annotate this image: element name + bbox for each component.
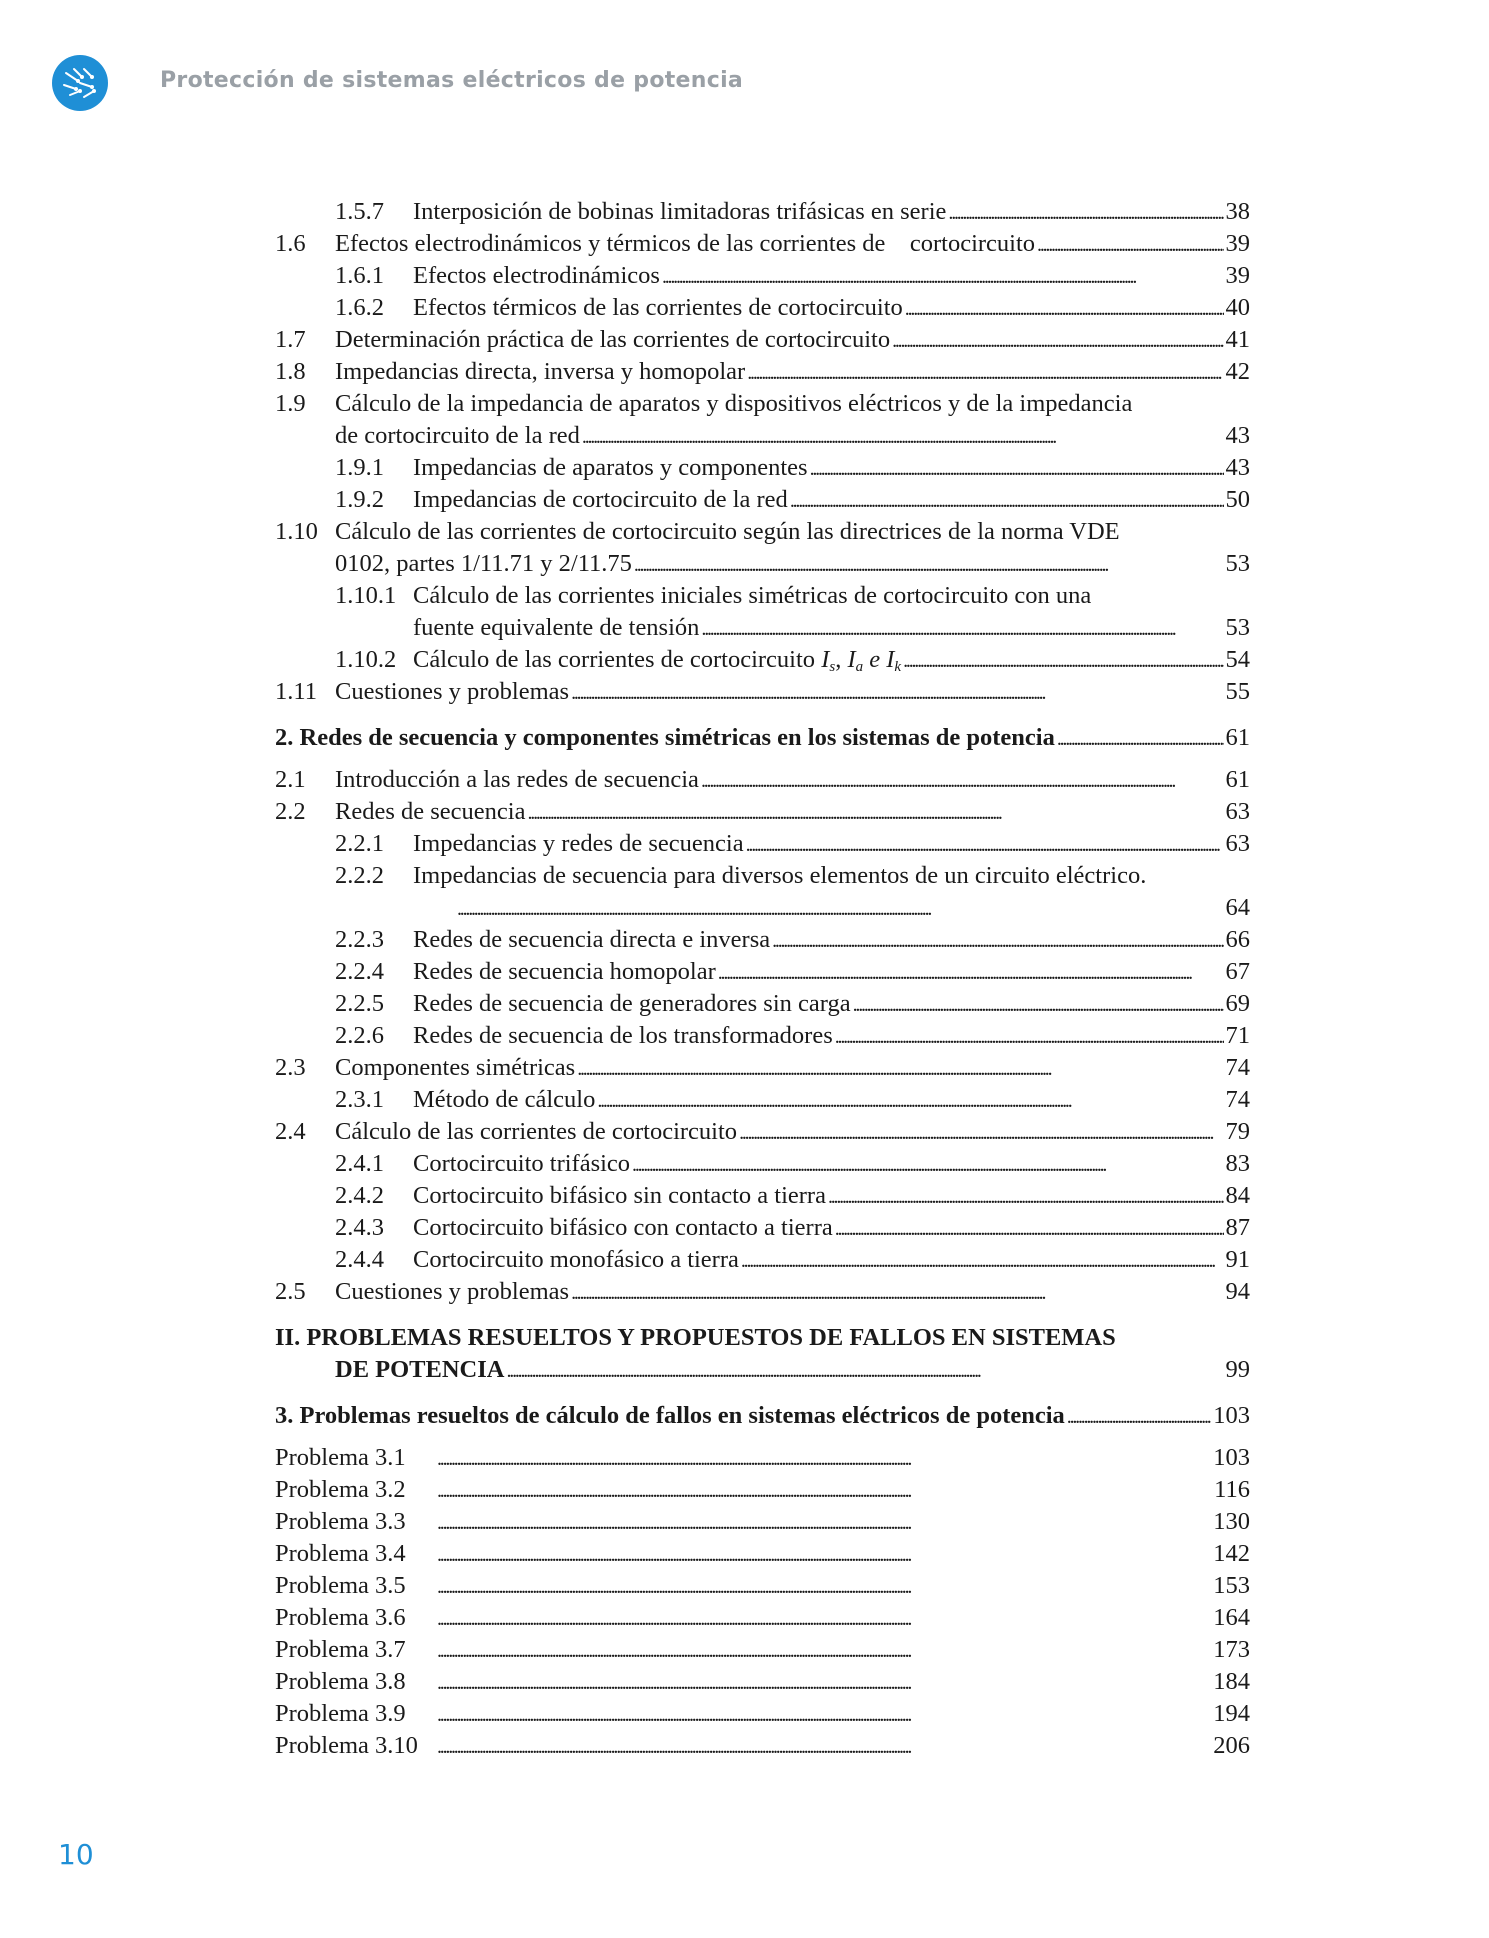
toc-number: 2.4: [275, 1118, 306, 1145]
toc-entry-2-2-4[interactable]: [275, 956, 1250, 988]
toc-title: Cortocircuito monofásico a tierra: [413, 1246, 739, 1273]
toc-title: Redes de secuencia de generadores sin carga: [413, 990, 851, 1017]
dot-leader: [701, 612, 1223, 645]
toc-title: Problema 3.10: [275, 1732, 418, 1759]
toc-entry-1-6-2[interactable]: [275, 292, 1250, 324]
toc-page: 55: [1225, 678, 1250, 705]
toc-entry-1-7[interactable]: [275, 324, 1250, 356]
toc-entry-2-2-6[interactable]: [275, 1020, 1250, 1052]
dot-leader: [701, 764, 1224, 797]
toc-number: 2.2.3: [335, 926, 384, 953]
toc-number: 2.2.5: [335, 990, 384, 1017]
toc-title: Impedancias de secuencia para diversos elementos de un circuito eléctrico.: [413, 862, 1147, 889]
toc-entry-2-2-2[interactable]: [275, 860, 1250, 892]
toc-page: 74: [1225, 1086, 1250, 1113]
dot-leader: [790, 484, 1224, 517]
dot-leader: [1067, 1400, 1211, 1433]
toc-problem-3-4[interactable]: [275, 1538, 1250, 1570]
toc-title: Problema 3.3: [275, 1508, 406, 1535]
toc-title: Interposición de bobinas limitadoras trifásicas en serie: [413, 198, 947, 225]
dot-leader: [577, 1052, 1223, 1085]
toc-chapter-2[interactable]: [275, 722, 1250, 754]
dot-leader: [437, 1666, 1211, 1699]
toc-title: Problema 3.2: [275, 1476, 406, 1503]
toc-title: II. PROBLEMAS RESUELTOS Y PROPUESTOS DE FALLOS EN SISTEMAS: [275, 1324, 1116, 1351]
dot-leader: [747, 356, 1223, 389]
toc-title: Redes de secuencia de los transformadores: [413, 1022, 833, 1049]
toc-chapter-3[interactable]: [275, 1400, 1250, 1432]
toc-page: 91: [1225, 1246, 1250, 1273]
toc-title: Cuestiones y problemas: [335, 1278, 570, 1305]
subscript: s: [829, 659, 836, 675]
toc-entry-2-2-5[interactable]: [275, 988, 1250, 1020]
dot-leader: [437, 1570, 1211, 1603]
toc-page: 54: [1225, 646, 1250, 673]
toc-title: Cálculo de las corrientes de cortocircuito según las directrices de la norma VDE: [335, 518, 1120, 545]
toc-page: 39: [1225, 230, 1250, 257]
toc-page: 43: [1225, 422, 1250, 449]
toc-page: 38: [1225, 198, 1250, 225]
dot-leader: [948, 196, 1223, 229]
dot-leader: [582, 420, 1224, 453]
toc-page: 184: [1213, 1668, 1250, 1695]
dot-leader: [662, 260, 1224, 293]
toc-entry-2-4-2[interactable]: [275, 1180, 1250, 1212]
toc-title: Cuestiones y problemas: [335, 678, 570, 705]
toc-title: Cálculo de las corrientes de cortocircuito: [335, 1118, 738, 1145]
toc-title: Cortocircuito trifásico: [413, 1150, 631, 1177]
toc-title: Determinación práctica de las corrientes de cortocircuito: [335, 326, 891, 353]
toc-entry-2-4-1[interactable]: [275, 1148, 1250, 1180]
toc-number: 2.2.2: [335, 862, 384, 889]
dot-leader: [853, 988, 1224, 1021]
toc-title: fuente equivalente de tensión: [413, 614, 700, 641]
toc-problem-3-8[interactable]: [275, 1666, 1250, 1698]
toc-problem-3-6[interactable]: [275, 1602, 1250, 1634]
toc-title: Redes de secuencia homopolar: [413, 958, 716, 985]
toc-entry-1-10[interactable]: [275, 516, 1250, 548]
dot-leader: [835, 1212, 1224, 1245]
toc-problem-3-3[interactable]: [275, 1506, 1250, 1538]
toc-page: 142: [1213, 1540, 1250, 1567]
separator: ,: [835, 646, 848, 673]
toc-page: 67: [1225, 958, 1250, 985]
toc-number: 1.11: [275, 678, 317, 705]
dot-leader: [810, 452, 1224, 485]
page-number: 10: [58, 1838, 94, 1871]
dot-leader: [437, 1474, 1212, 1507]
toc-title: 3. Problemas resueltos de cálculo de fallos en sistemas eléctricos de potencia: [275, 1402, 1065, 1429]
toc-entry-1-6[interactable]: [275, 228, 1250, 260]
toc-title: Problema 3.8: [275, 1668, 406, 1695]
toc-number: 2.2: [275, 798, 306, 825]
toc-page: 71: [1225, 1022, 1250, 1049]
toc-page: 63: [1225, 798, 1250, 825]
toc-problem-3-7[interactable]: [275, 1634, 1250, 1666]
toc-page: 43: [1225, 454, 1250, 481]
dot-leader: [741, 1244, 1224, 1277]
toc-title: Introducción a las redes de secuencia: [335, 766, 699, 793]
toc-problem-3-10[interactable]: [275, 1730, 1250, 1762]
dot-leader: [571, 1276, 1223, 1309]
toc-number: 1.10.2: [335, 646, 397, 673]
dot-leader: [437, 1442, 1211, 1475]
toc-entry-1-6-1[interactable]: [275, 260, 1250, 292]
toc-number: 1.6.2: [335, 294, 384, 321]
toc-entry-2-2-3[interactable]: [275, 924, 1250, 956]
dot-leader: [437, 1602, 1211, 1635]
dot-leader: [457, 892, 1224, 925]
toc-problem-3-9[interactable]: [275, 1698, 1250, 1730]
toc-number: 1.6: [275, 230, 306, 257]
toc-title: DE POTENCIA: [335, 1356, 505, 1383]
toc-problem-3-1[interactable]: [275, 1442, 1250, 1474]
dot-leader: [437, 1698, 1211, 1731]
toc-number: 1.9.2: [335, 486, 384, 513]
toc-part-2-cont[interactable]: [275, 1354, 1250, 1386]
toc-number: 2.5: [275, 1278, 306, 1305]
toc-entry-1-10-2[interactable]: [275, 644, 1250, 676]
toc-number: 1.10.1: [335, 582, 397, 609]
toc-entry-2-1[interactable]: [275, 764, 1250, 796]
dot-leader: [903, 644, 1223, 677]
toc-number: 2.3.1: [335, 1086, 384, 1113]
toc-title: Método de cálculo: [413, 1086, 596, 1113]
toc-entry-2-2-1[interactable]: [275, 828, 1250, 860]
toc-title: Impedancias directa, inversa y homopolar: [335, 358, 746, 385]
toc-page: 103: [1213, 1402, 1250, 1429]
toc-page: 87: [1225, 1214, 1250, 1241]
toc-title: Componentes simétricas: [335, 1054, 576, 1081]
toc-page: 40: [1225, 294, 1250, 321]
toc-title: [413, 644, 901, 676]
toc-page: 206: [1213, 1732, 1250, 1759]
toc-number: 1.9: [275, 390, 306, 417]
toc-title: 0102, partes 1/11.71 y 2/11.75: [335, 550, 632, 577]
toc-entry-2-2[interactable]: [275, 796, 1250, 828]
toc-number: 2.4.3: [335, 1214, 384, 1241]
toc-page: 39: [1225, 262, 1250, 289]
toc-entry-2-4-3[interactable]: [275, 1212, 1250, 1244]
toc-number: 2.2.4: [335, 958, 384, 985]
toc-number: 2.4.1: [335, 1150, 384, 1177]
toc-page: 64: [1225, 894, 1250, 921]
subscript: a: [855, 659, 864, 675]
dot-leader: [437, 1506, 1211, 1539]
toc-page: 61: [1225, 766, 1250, 793]
toc-title: Impedancias y redes de secuencia: [413, 830, 744, 857]
toc-title: Redes de secuencia directa e inversa: [413, 926, 771, 953]
toc-title: Redes de secuencia: [335, 798, 526, 825]
toc-entry-1-5-7[interactable]: [275, 196, 1250, 228]
toc-entry-1-11[interactable]: [275, 676, 1250, 708]
toc-page: 69: [1225, 990, 1250, 1017]
toc-title: Problema 3.4: [275, 1540, 406, 1567]
toc-page: 164: [1213, 1604, 1250, 1631]
toc-title: Cortocircuito bifásico sin contacto a tierra: [413, 1182, 826, 1209]
dot-leader: [835, 1020, 1224, 1053]
toc-entry-1-9-1[interactable]: [275, 452, 1250, 484]
dot-leader: [1057, 722, 1224, 755]
toc-entry-2-4[interactable]: [275, 1116, 1250, 1148]
toc-number: 1.9.1: [335, 454, 384, 481]
toc-title-text: Cálculo de las corrientes de cortocircuito: [413, 646, 822, 673]
toc-page: 50: [1225, 486, 1250, 513]
toc-part-2[interactable]: [275, 1322, 1250, 1354]
toc-title: 2. Redes de secuencia y componentes simétricas en los sistemas de potencia: [275, 724, 1055, 751]
dot-leader: [437, 1730, 1211, 1763]
toc-entry-1-9-2[interactable]: [275, 484, 1250, 516]
running-head: Protección de sistemas eléctricos de potencia: [160, 68, 744, 93]
toc-page: 130: [1213, 1508, 1250, 1535]
toc-entry-2-3-1[interactable]: [275, 1084, 1250, 1116]
toc-page: 103: [1213, 1444, 1250, 1471]
toc-title: Efectos térmicos de las corrientes de cortocircuito: [413, 294, 903, 321]
subscript: k: [894, 659, 902, 675]
toc-number: 2.2.1: [335, 830, 384, 857]
toc-problem-3-2[interactable]: [275, 1474, 1250, 1506]
toc-page: 63: [1225, 830, 1250, 857]
toc-title: Cálculo de las corrientes iniciales simétricas de cortocircuito con una: [413, 582, 1092, 609]
toc-page: 83: [1225, 1150, 1250, 1177]
dot-leader: [437, 1538, 1211, 1571]
toc-title: de cortocircuito de la red: [335, 422, 580, 449]
toc-entry-2-2-2-cont[interactable]: [275, 892, 1250, 924]
symbol-i: I: [821, 646, 830, 673]
toc-entry-1-10-1[interactable]: [275, 580, 1250, 612]
toc-page: 173: [1213, 1636, 1250, 1663]
toc-number: 2.4.4: [335, 1246, 384, 1273]
toc-title: Impedancias de aparatos y componentes: [413, 454, 808, 481]
dot-leader: [634, 548, 1224, 581]
dot-leader: [746, 828, 1224, 861]
toc-entry-2-5[interactable]: [275, 1276, 1250, 1308]
toc-page: 53: [1225, 614, 1250, 641]
dot-leader: [506, 1354, 1223, 1387]
toc-number: 1.5.7: [335, 198, 384, 225]
toc-title: Cálculo de la impedancia de aparatos y dispositivos eléctricos y de la impedancia: [335, 390, 1133, 417]
toc-page: 153: [1213, 1572, 1250, 1599]
toc-page: 84: [1225, 1182, 1250, 1209]
toc-number: 2.1: [275, 766, 306, 793]
toc-page: 194: [1213, 1700, 1250, 1727]
toc-entry-1-9[interactable]: [275, 388, 1250, 420]
dot-leader: [1037, 228, 1223, 261]
toc-title: Efectos electrodinámicos y térmicos de las corrientes de cortocircuito: [335, 230, 1036, 257]
arrows-circle-icon: [52, 55, 108, 111]
toc-page: 66: [1225, 926, 1250, 953]
symbol-i: I: [847, 646, 856, 673]
toc-problem-3-5[interactable]: [275, 1570, 1250, 1602]
toc-number: 1.10: [275, 518, 318, 545]
toc-entry-1-9-cont[interactable]: [275, 420, 1250, 452]
toc-entry-1-10-1-cont[interactable]: [275, 612, 1250, 644]
toc-title: Cortocircuito bifásico con contacto a tierra: [413, 1214, 833, 1241]
dot-leader: [571, 676, 1223, 709]
dot-leader: [892, 324, 1223, 357]
toc-entry-2-4-4[interactable]: [275, 1244, 1250, 1276]
toc-page: 116: [1214, 1476, 1250, 1503]
dot-leader: [772, 924, 1223, 957]
separator: e: [863, 646, 887, 673]
toc-number: 1.6.1: [335, 262, 384, 289]
toc-title: Problema 3.5: [275, 1572, 406, 1599]
dot-leader: [739, 1116, 1223, 1149]
dot-leader: [437, 1634, 1211, 1667]
dot-leader: [597, 1084, 1223, 1117]
toc-entry-1-10-cont[interactable]: [275, 548, 1250, 580]
toc-page: 53: [1225, 550, 1250, 577]
toc-entry-1-8[interactable]: [275, 356, 1250, 388]
toc-number: 1.7: [275, 326, 306, 353]
toc-page: 74: [1225, 1054, 1250, 1081]
symbol-i: I: [886, 646, 895, 673]
toc-title: Problema 3.6: [275, 1604, 406, 1631]
toc-number: 2.4.2: [335, 1182, 384, 1209]
dot-leader: [905, 292, 1224, 325]
toc-page: 99: [1225, 1356, 1250, 1383]
toc-title: Impedancias de cortocircuito de la red: [413, 486, 788, 513]
toc-number: 2.3: [275, 1054, 306, 1081]
toc-page: 41: [1225, 326, 1250, 353]
toc-number: 2.2.6: [335, 1022, 384, 1049]
toc-entry-2-3[interactable]: [275, 1052, 1250, 1084]
toc-number: 1.8: [275, 358, 306, 385]
table-of-contents: [275, 196, 1250, 1762]
dot-leader: [828, 1180, 1224, 1213]
toc-title: Problema 3.7: [275, 1636, 406, 1663]
toc-title: Efectos electrodinámicos: [413, 262, 660, 289]
toc-title: Problema 3.1: [275, 1444, 406, 1471]
dot-leader: [632, 1148, 1223, 1181]
toc-title: Problema 3.9: [275, 1700, 406, 1727]
toc-page: 61: [1225, 724, 1250, 751]
toc-page: 42: [1225, 358, 1250, 385]
dot-leader: [527, 796, 1223, 829]
dot-leader: [718, 956, 1224, 989]
toc-page: 79: [1225, 1118, 1250, 1145]
toc-page: 94: [1225, 1278, 1250, 1305]
